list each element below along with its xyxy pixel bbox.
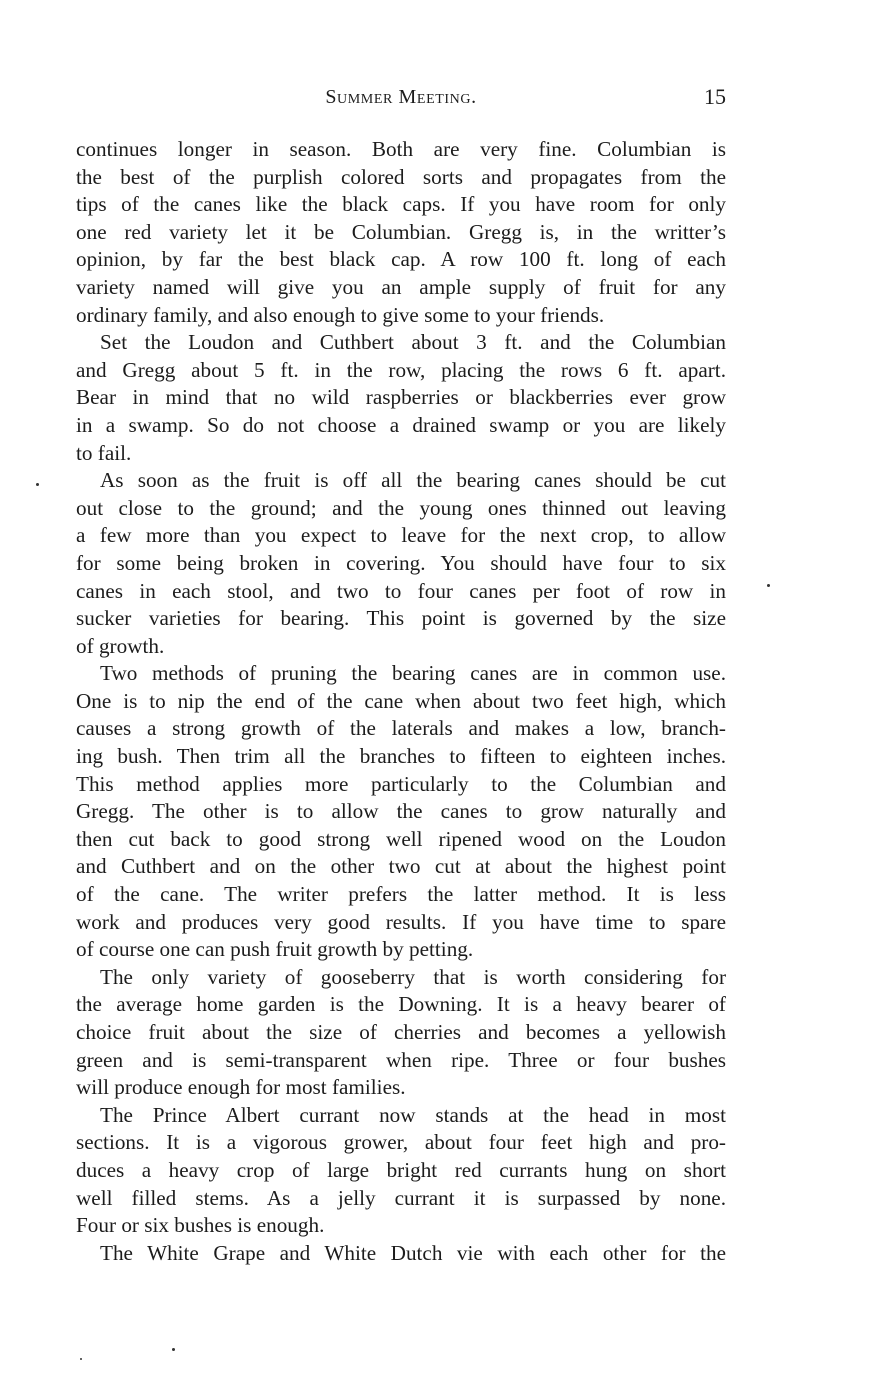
text-line: green and is semi-transparent when ripe. Three or four bushes (76, 1047, 726, 1072)
body-text (76, 136, 726, 1267)
text-line: sections. It is a vigorous grower, about four feet high and pro- (76, 1130, 726, 1155)
text-line: then cut back to good strong well ripened wood on the Loudon (76, 826, 726, 851)
text-line: The White Grape and White Dutch vie with each other for the (100, 1240, 726, 1265)
page-number: 15 (704, 84, 726, 109)
text-line: duces a heavy crop of large bright red currants hung on short (76, 1157, 726, 1182)
paragraph (76, 964, 726, 1102)
text-line: Two methods of pruning the bearing canes are in common use. (100, 661, 726, 686)
paragraph (76, 1240, 726, 1268)
text-line: the best of the purplish colored sorts and propagates from the (76, 164, 726, 189)
text-line: to fail. (76, 440, 132, 465)
paragraph (76, 660, 726, 964)
text-line: for some being broken in covering. You should have four to six (76, 550, 726, 575)
text-line: ing bush. Then trim all the branches to fifteen to eighteen inches. (76, 744, 726, 769)
text-line: will produce enough for most families. (76, 1075, 406, 1100)
text-line: canes in each stool, and two to four canes per foot of row in (76, 578, 726, 603)
text-line: opinion, by far the best black cap. A row 100 ft. long of each (76, 247, 726, 272)
text-line: a few more than you expect to leave for the next crop, to allow (76, 523, 726, 548)
text-line: work and produces very good results. If you have time to spare (76, 909, 726, 934)
text-line: Bear in mind that no wild raspberries or blackberries ever grow (76, 385, 726, 410)
text-line: sucker varieties for bearing. This point is governed by the size (76, 606, 726, 631)
text-line: the average home garden is the Downing. It is a heavy bearer of (76, 992, 726, 1017)
paragraph (76, 329, 726, 467)
text-line: and Gregg about 5 ft. in the row, placing the rows 6 ft. apart. (76, 357, 726, 382)
text-line: continues longer in season. Both are very fine. Columbian is (76, 137, 726, 161)
text-line: variety named will give you an ample supply of fruit for any (76, 274, 726, 299)
margin-speck (80, 1358, 82, 1360)
paragraph (76, 1102, 726, 1240)
text-line: of growth. (76, 633, 165, 658)
text-line: in a swamp. So do not choose a drained swamp or you are likely (76, 412, 726, 437)
text-line: and Cuthbert and on the other two cut at about the highest point (76, 854, 726, 879)
paragraph (76, 136, 726, 329)
text-line: of the cane. The writer prefers the latter method. It is less (76, 882, 726, 907)
text-line: one red variety let it be Columbian. Gregg is, in the writter’s (76, 219, 726, 244)
text-line: well filled stems. As a jelly currant it is surpassed by none. (76, 1185, 726, 1210)
text-line: The only variety of gooseberry that is worth considering for (100, 964, 726, 989)
margin-speck (172, 1348, 175, 1351)
text-line: This method applies more particularly to the Columbian and (76, 771, 726, 796)
text-line: The Prince Albert currant now stands at the head in most (100, 1102, 726, 1127)
margin-speck (767, 584, 770, 587)
text-line: Set the Loudon and Cuthbert about 3 ft. and the Columbian (100, 330, 726, 355)
text-line: As soon as the fruit is off all the bearing canes should be cut (100, 468, 726, 493)
text-line: tips of the canes like the black caps. If you have room for only (76, 192, 726, 217)
paragraph (76, 467, 726, 660)
running-head (76, 84, 726, 114)
text-line: choice fruit about the size of cherries and becomes a yellowish (76, 1020, 726, 1044)
running-title: Summer Meeting. (325, 86, 477, 108)
text-line: of course one can push fruit growth by petting. (76, 937, 474, 962)
text-line: out close to the ground; and the young ones thinned out leaving (76, 495, 726, 520)
text-line: Four or six bushes is enough. (76, 1213, 325, 1238)
text-line: One is to nip the end of the cane when about two feet high, which (76, 688, 726, 713)
margin-speck (36, 483, 39, 486)
text-line: Gregg. The other is to allow the canes to grow naturally and (76, 799, 726, 824)
text-line: ordinary family, and also enough to give some to your friends. (76, 302, 605, 327)
text-line: causes a strong growth of the laterals and makes a low, branch- (76, 716, 726, 741)
